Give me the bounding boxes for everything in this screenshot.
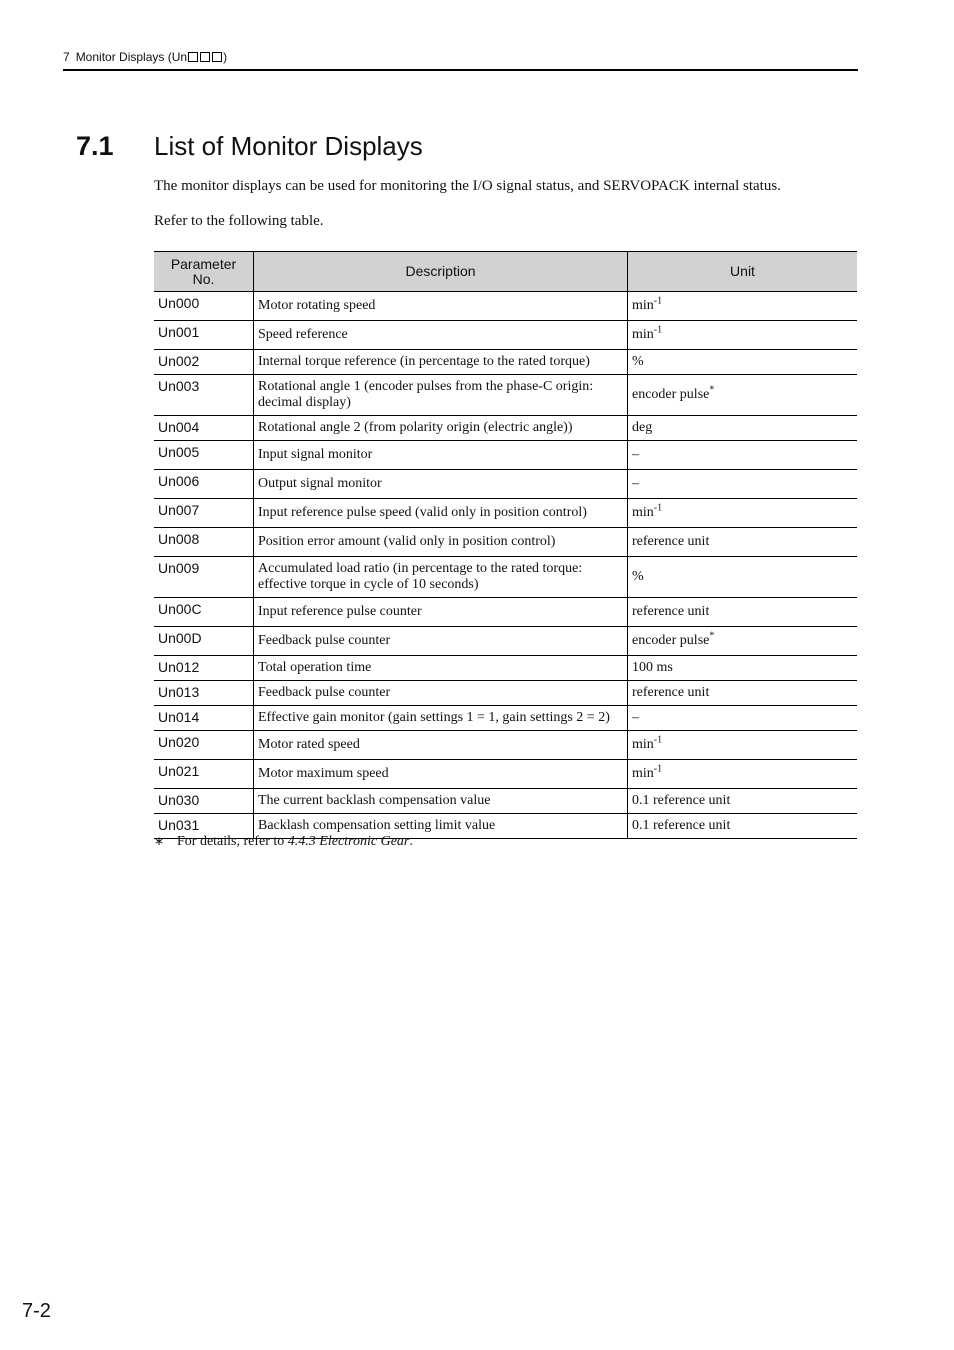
description-cell: Feedback pulse counter (254, 627, 628, 656)
unit-cell (628, 416, 858, 441)
unit-text: 0.1 reference unit (632, 818, 731, 833)
footnote-text: For details, refer to (177, 834, 288, 849)
header-unit: Unit (628, 252, 858, 292)
table-row (154, 681, 857, 706)
footnote-mark: ∗ (154, 834, 165, 848)
table-row (154, 441, 857, 470)
header-description: Description (254, 252, 628, 292)
footnote-reference: 4.4.3 Electronic Gear (287, 834, 410, 849)
parameter-cell: Un00C (154, 598, 254, 627)
unit-text: reference unit (632, 534, 710, 549)
description-cell: Motor rotating speed (254, 292, 628, 321)
chapter-number: 7 (63, 50, 70, 64)
table-row (154, 557, 857, 598)
unit-cell (628, 499, 858, 528)
table-row (154, 292, 857, 321)
monitor-display-table (154, 251, 857, 839)
unit-text: deg (632, 420, 653, 435)
unit-text: – (632, 476, 639, 491)
unit-cell (628, 789, 858, 814)
parameter-cell: Un030 (154, 789, 254, 814)
unit-text: encoder pulse (632, 633, 710, 648)
unit-text: 100 ms (632, 660, 673, 675)
unit-cell (628, 814, 858, 839)
description-cell: Rotational angle 1 (encoder pulses from the phase-C origin: decimal display) (254, 375, 628, 416)
unit-cell (628, 627, 858, 656)
table-row (154, 499, 857, 528)
unit-superscript: -1 (653, 763, 663, 775)
table-row (154, 598, 857, 627)
table-row (154, 656, 857, 681)
unit-text: min (632, 327, 654, 342)
unit-text: encoder pulse (632, 387, 710, 402)
unit-cell (628, 528, 858, 557)
running-header (63, 50, 858, 71)
parameter-cell: Un008 (154, 528, 254, 557)
unit-cell (628, 656, 858, 681)
parameter-cell: Un000 (154, 292, 254, 321)
section-heading (76, 131, 423, 162)
unit-cell (628, 350, 858, 375)
unit-cell (628, 706, 858, 731)
parameter-cell: Un001 (154, 321, 254, 350)
table-row (154, 760, 857, 789)
description-cell: Motor rated speed (254, 731, 628, 760)
unit-superscript: * (709, 630, 715, 642)
table-row (154, 789, 857, 814)
unit-text: min (632, 505, 654, 520)
description-cell: Accumulated load ratio (in percentage to the rated torque: effective torque in cycle of 10 seconds) (254, 557, 628, 598)
parameter-cell: Un009 (154, 557, 254, 598)
unit-cell (628, 321, 858, 350)
footnote-end: . (409, 834, 413, 849)
section-title: List of Monitor Displays (154, 131, 423, 161)
chapter-title: Monitor Displays (Un (75, 50, 188, 64)
placeholder-box-icon (200, 52, 210, 62)
parameter-cell: Un003 (154, 375, 254, 416)
unit-text: % (632, 354, 644, 369)
unit-text: – (632, 447, 639, 462)
table-row (154, 375, 857, 416)
description-cell: The current backlash compensation value (254, 789, 628, 814)
parameter-cell: Un021 (154, 760, 254, 789)
unit-cell (628, 681, 858, 706)
unit-superscript: * (709, 384, 715, 396)
page-number: 7-2 (22, 1300, 51, 1322)
placeholder-box-icon (188, 52, 198, 62)
unit-cell (628, 292, 858, 321)
description-cell: Input reference pulse counter (254, 598, 628, 627)
parameter-cell: Un020 (154, 731, 254, 760)
unit-cell (628, 441, 858, 470)
parameter-cell: Un014 (154, 706, 254, 731)
parameter-cell: Un004 (154, 416, 254, 441)
parameter-cell: Un007 (154, 499, 254, 528)
unit-text: 0.1 reference unit (632, 793, 731, 808)
unit-cell (628, 760, 858, 789)
unit-text: – (632, 710, 639, 725)
description-cell: Input reference pulse speed (valid only in position control) (254, 499, 628, 528)
description-cell: Output signal monitor (254, 470, 628, 499)
unit-text: min (632, 737, 654, 752)
table-row (154, 731, 857, 760)
table-row (154, 350, 857, 375)
description-cell: Total operation time (254, 656, 628, 681)
unit-superscript: -1 (653, 502, 663, 514)
table-row (154, 528, 857, 557)
description-cell: Rotational angle 2 (from polarity origin (electric angle)) (254, 416, 628, 441)
parameter-cell: Un012 (154, 656, 254, 681)
placeholder-box-icon (212, 52, 222, 62)
unit-text: reference unit (632, 604, 710, 619)
parameter-cell: Un031 (154, 814, 254, 839)
unit-text: % (632, 569, 644, 584)
table-row (154, 416, 857, 441)
unit-cell (628, 375, 858, 416)
parameter-cell: Un013 (154, 681, 254, 706)
unit-superscript: -1 (653, 734, 663, 746)
table-row (154, 627, 857, 656)
parameter-cell: Un005 (154, 441, 254, 470)
description-cell: Speed reference (254, 321, 628, 350)
unit-cell (628, 731, 858, 760)
chapter-title-suffix: ) (223, 50, 228, 64)
description-cell: Motor maximum speed (254, 760, 628, 789)
section-number: 7.1 (76, 131, 114, 161)
unit-cell (628, 470, 858, 499)
unit-superscript: -1 (653, 324, 663, 336)
unit-text: min (632, 766, 654, 781)
header-parameter-no: Parameter No. (154, 252, 254, 292)
description-cell: Effective gain monitor (gain settings 1 = 1, gain settings 2 = 2) (254, 706, 628, 731)
parameter-cell: Un002 (154, 350, 254, 375)
table-header-row (154, 252, 857, 292)
parameter-cell: Un00D (154, 627, 254, 656)
description-cell: Backlash compensation setting limit value (254, 814, 628, 839)
description-cell: Position error amount (valid only in position control) (254, 528, 628, 557)
table-row (154, 321, 857, 350)
unit-text: reference unit (632, 685, 710, 700)
description-cell: Internal torque reference (in percentage to the rated torque) (254, 350, 628, 375)
intro-paragraph: Refer to the following table. (154, 213, 324, 229)
description-cell: Input signal monitor (254, 441, 628, 470)
unit-cell (628, 557, 858, 598)
table-row (154, 470, 857, 499)
parameter-cell: Un006 (154, 470, 254, 499)
footnote (154, 834, 413, 850)
table-row (154, 706, 857, 731)
intro-paragraph: The monitor displays can be used for monitoring the I/O signal status, and SERVOPACK internal status. (154, 178, 781, 194)
unit-cell (628, 598, 858, 627)
unit-text: min (632, 298, 654, 313)
description-cell: Feedback pulse counter (254, 681, 628, 706)
unit-superscript: -1 (653, 295, 663, 307)
